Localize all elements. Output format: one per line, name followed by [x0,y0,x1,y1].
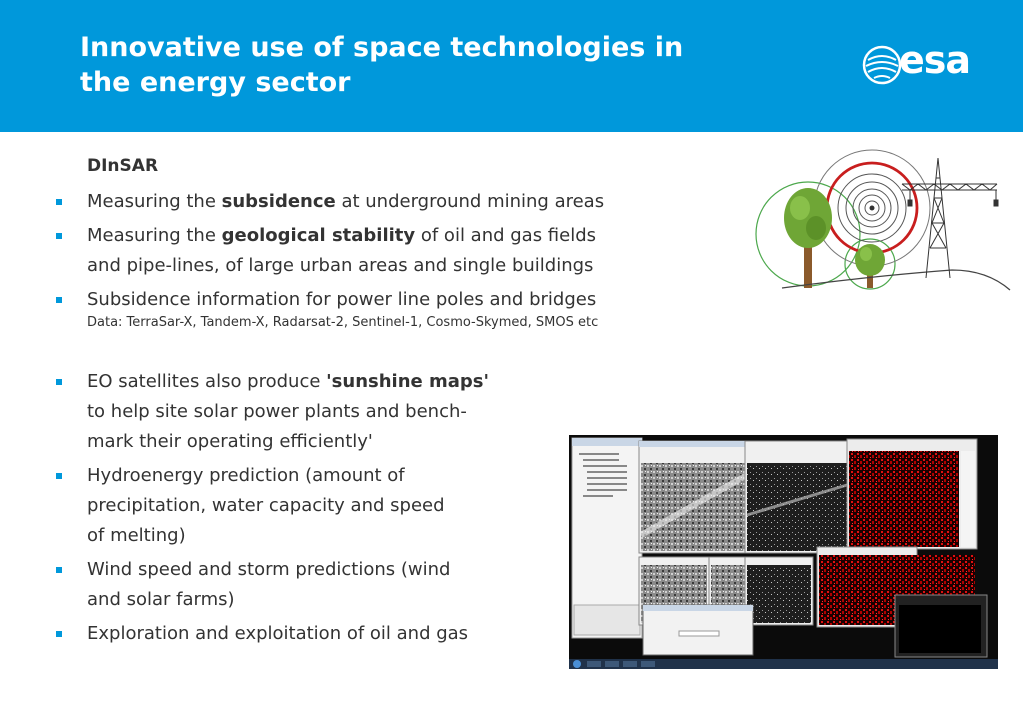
list-item: EO satellites also produce 'sunshine maps' to help site solar power plants and bench- mark their operating efficiently' [56,367,566,457]
data-sources-note: Data: TerraSar-X, Tandem-X, Radarsat-2, Sentinel-1, Cosmo-Skymed, SMOS etc [87,315,599,330]
bullet-text: Subsidence information for power line poles and bridges [87,289,597,310]
header-band [0,0,1023,132]
ground-line [782,270,1010,290]
list-item [56,187,776,217]
list-item: Exploration and exploitation of oil and gas [56,619,566,649]
sar-software-screenshot [569,435,998,669]
list-item: Wind speed and storm predictions (wind and solar farms) [56,555,566,615]
list-item [56,285,776,333]
bullet-text: EO satellites also produce 'sunshine maps' [87,371,490,392]
list-item: Hydroenergy prediction (amount of precipitation, water capacity and speed of melting) [56,461,566,551]
screenshot-image [569,435,998,669]
list-item [56,221,776,281]
bullet-text: Measuring the geological stability of oil and gas fields [87,225,597,246]
section-heading: DInSAR [87,156,159,176]
title-line-2: the energy sector [80,67,351,98]
tree-icon [855,244,885,288]
subsidence-radar-illustration [752,148,1012,298]
esa-logo-icon [862,38,1002,88]
logo-text: esa [899,38,971,82]
eo-applications-list [56,367,566,653]
esa-globe-icon [862,42,902,88]
bullet-text: Measuring the subsidence at underground mining areas [87,191,605,212]
dinsar-bullet-list [56,187,776,337]
tree-icon [784,188,832,288]
slide-title [80,30,800,100]
bullet-text-line-2: and pipe-lines, of large urban areas and single buildings [87,255,594,276]
title-line-1: Innovative use of space technologies in [80,32,684,63]
radar-center [870,206,875,211]
